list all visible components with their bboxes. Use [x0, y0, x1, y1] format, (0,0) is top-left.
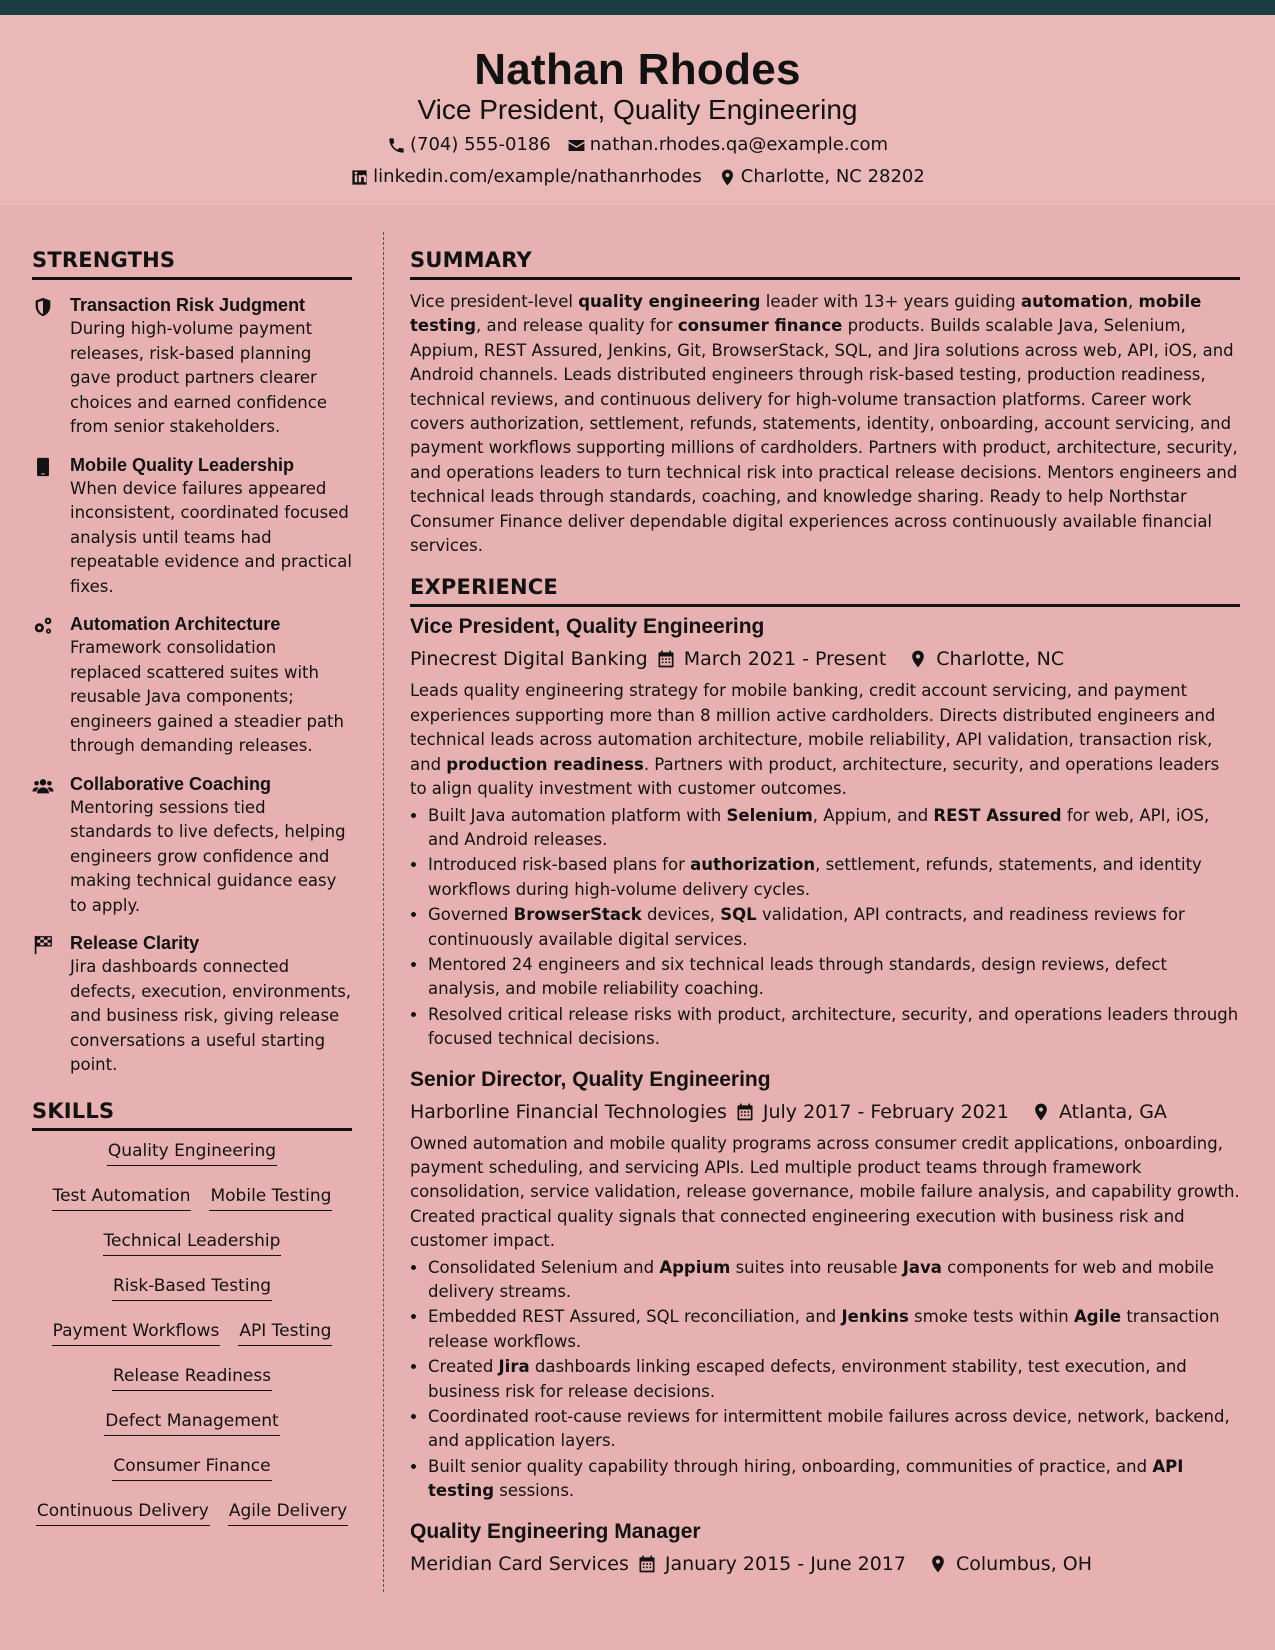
strength-title: Release Clarity: [70, 933, 200, 953]
skill-tag: API Testing: [238, 1319, 332, 1346]
skill-tag: Risk-Based Testing: [112, 1274, 272, 1301]
strength-title: Automation Architecture: [70, 614, 281, 634]
email-text: nathan.rhodes.qa@example.com: [589, 134, 889, 155]
job-bullet: • Mentored 24 engineers and six technical leads through standards, design reviews, defect analysis, and mobile reliability coaching.: [428, 953, 1240, 1002]
job-meta: [410, 1550, 1240, 1578]
strength-title: Mobile Quality Leadership: [70, 454, 295, 475]
resume-header: [0, 15, 1275, 205]
job-dates: January 2015 - June 2017: [664, 1552, 906, 1575]
skills-row: [32, 1229, 352, 1274]
calendar-icon: [735, 1102, 755, 1122]
strength-description: Mentoring sessions tied standards to live defects, helping engineers grow confidence and making technical guidance easy to apply.: [70, 797, 346, 915]
job-bullets: [410, 804, 1240, 1052]
experience-heading: EXPERIENCE: [410, 572, 1240, 607]
calendar-icon: [637, 1554, 657, 1574]
job-title: Senior Director, Quality Engineering: [410, 1067, 771, 1091]
skill-tag: Release Readiness: [112, 1364, 272, 1391]
top-accent-bar: [0, 0, 1275, 15]
skill-tag: Technical Leadership: [103, 1229, 282, 1256]
skills-list: [32, 1139, 352, 1544]
skills-row: [32, 1319, 352, 1364]
job-location: Charlotte, NC: [936, 648, 1065, 671]
strength-title: Transaction Risk Judgment: [70, 295, 306, 315]
experience-list: [410, 613, 1240, 1577]
skill-tag: Mobile Testing: [209, 1184, 332, 1211]
gears-icon: [32, 615, 54, 637]
job-bullets: [410, 1256, 1240, 1504]
column-divider: [383, 232, 384, 1592]
linkedin-icon: [350, 168, 369, 187]
strength-item: [32, 612, 352, 759]
strength-description: When device failures appeared inconsistent, coordinated focused analysis until teams had repeatable evidence and practical fixes.: [70, 478, 352, 596]
linkedin-contact[interactable]: [350, 164, 702, 190]
job-bullet: • Built senior quality capability through hiring, onboarding, communities of practice, and API testing sessions.: [428, 1455, 1240, 1504]
job-bullet: • Created Jira dashboards linking escaped defects, environment stability, test execution, and business risk for release decisions.: [428, 1355, 1240, 1404]
skills-row: [32, 1274, 352, 1319]
job-title: Vice President, Quality Engineering: [410, 615, 765, 639]
contact-row-1: [0, 132, 1275, 158]
skills-row: [32, 1454, 352, 1499]
envelope-icon: [567, 136, 586, 155]
job-bullet: • Introduced risk-based plans for authorization, settlement, refunds, statements, and identity workflows during high-volume delivery cycles.: [428, 853, 1240, 902]
email-contact[interactable]: [567, 132, 888, 158]
summary-heading: SUMMARY: [410, 245, 1240, 280]
map-pin-icon: [908, 649, 928, 669]
map-pin-icon: [1031, 1102, 1051, 1122]
right-column: [410, 245, 1240, 1578]
calendar-icon: [656, 649, 676, 669]
location-text: Charlotte, NC 28202: [740, 166, 925, 187]
skill-tag: Agile Delivery: [228, 1499, 348, 1526]
strength-item: [32, 931, 352, 1078]
skill-tag: Payment Workflows: [52, 1319, 221, 1346]
skill-tag: Test Automation: [52, 1184, 192, 1211]
skills-row: [32, 1184, 352, 1229]
strength-item: [32, 453, 352, 600]
skill-tag: Defect Management: [104, 1409, 279, 1436]
strengths-list: [32, 293, 352, 1078]
map-pin-icon: [928, 1554, 948, 1574]
users-icon: [32, 775, 54, 797]
strength-item: [32, 772, 352, 919]
job-bullet: • Coordinated root-cause reviews for intermittent mobile failures across device, network, backend, and application layers.: [428, 1405, 1240, 1454]
skill-tag: Quality Engineering: [107, 1139, 277, 1166]
job-description: Owned automation and mobile quality programs across consumer credit applications, onboarding, payment scheduling, and servicing APIs. Led multiple product teams through framework consolidation, service validation, release governance, mobile failure analysis, and capability growth. Created practical quality signals that connected engineering execution with business risk and customer impact.: [410, 1133, 1240, 1251]
job-entry: [410, 1518, 1240, 1578]
map-pin-icon: [718, 168, 737, 187]
job-company: Meridian Card Services: [410, 1552, 629, 1575]
skills-row: [32, 1364, 352, 1409]
candidate-name: Nathan Rhodes: [474, 45, 801, 94]
strength-title: Collaborative Coaching: [70, 773, 272, 794]
job-entry: [410, 1066, 1240, 1504]
job-bullet: • Consolidated Selenium and Appium suites into reusable Java components for web and mobile delivery streams.: [428, 1256, 1240, 1305]
contact-row-2: [0, 164, 1275, 190]
phone-icon: [387, 136, 406, 155]
left-column: [32, 245, 352, 1544]
linkedin-text: linkedin.com/example/nathanrhodes: [373, 166, 702, 187]
strength-description: Framework consolidation replaced scattered suites with reusable Java components; engineers gained a steadier path through demanding releases.: [70, 638, 344, 755]
job-meta: [410, 645, 1240, 673]
job-bullet: • Embedded REST Assured, SQL reconciliation, and Jenkins smoke tests within Agile transaction release workflows.: [428, 1305, 1240, 1354]
skills-row: [32, 1139, 352, 1184]
strength-item: [32, 293, 352, 440]
candidate-title: Vice President, Quality Engineering: [417, 94, 858, 125]
job-location: Atlanta, GA: [1058, 1100, 1167, 1123]
job-title: Quality Engineering Manager: [410, 1519, 701, 1543]
mobile-icon: [32, 456, 54, 478]
flag-checkered-icon: [32, 934, 54, 956]
job-dates: March 2021 - Present: [683, 648, 887, 671]
strengths-heading: STRENGTHS: [32, 245, 352, 280]
skill-tag: Consumer Finance: [112, 1454, 271, 1481]
strength-description: During high-volume payment releases, risk-based planning gave product partners clearer choices and earned confidence from senior stakeholders.: [70, 319, 327, 436]
skills-heading: SKILLS: [32, 1096, 352, 1131]
job-location: Columbus, OH: [955, 1552, 1093, 1575]
job-entry: [410, 613, 1240, 1051]
summary-text: Vice president-level quality engineering leader with 13+ years guiding automation, mobile testing, and release quality for consumer finance products. Builds scalable Java, Selenium, Appium, REST Assured, Jenkins, Git, BrowserStack, SQL, and Jira solutions across web, API, iOS, and Android channels. Leads distributed engineers through risk-based testing, production readiness, technical reviews, and continuous delivery for high-volume transaction platforms. Career work covers authorization, settlement, refunds, statements, identity, onboarding, account servicing, and payment workflows supporting millions of cardholders. Partners with product, architecture, security, and operations leaders to turn technical risk into practical release decisions. Mentors engineers and technical leads through standards, coaching, and knowledge sharing. Ready to help Northstar Consumer Finance deliver dependable digital experiences across continuously available financial services.: [410, 292, 1238, 556]
skill-tag: Continuous Delivery: [36, 1499, 210, 1526]
job-bullet: • Resolved critical release risks with product, architecture, security, and operations leaders through focused technical decisions.: [428, 1003, 1240, 1052]
job-meta: [410, 1098, 1240, 1126]
phone-contact: [387, 132, 551, 158]
strength-description: Jira dashboards connected defects, execution, environments, and business risk, giving release conversations a useful starting point.: [70, 957, 352, 1074]
job-company: Harborline Financial Technologies: [410, 1100, 727, 1123]
job-company: Pinecrest Digital Banking: [410, 648, 648, 671]
job-bullet: • Built Java automation platform with Selenium, Appium, and REST Assured for web, API, iOS, and Android releases.: [428, 804, 1240, 853]
job-description: Leads quality engineering strategy for mobile banking, credit account servicing, and payment experiences supporting more than 8 million active cardholders. Directs distributed engineers and technical leads across automation architecture, mobile reliability, API validation, transaction risk, and production readiness. Partners with product, architecture, security, and operations leaders to align quality investment with customer outcomes.: [410, 681, 1220, 799]
skills-row: [32, 1499, 352, 1544]
skills-row: [32, 1409, 352, 1454]
location-contact: [718, 164, 925, 190]
job-bullet: • Governed BrowserStack devices, SQL validation, API contracts, and readiness reviews for continuously available digital services.: [428, 903, 1240, 952]
phone-text: (704) 555-0186: [409, 134, 551, 155]
shield-icon: [32, 296, 54, 318]
job-dates: July 2017 - February 2021: [762, 1100, 1009, 1123]
